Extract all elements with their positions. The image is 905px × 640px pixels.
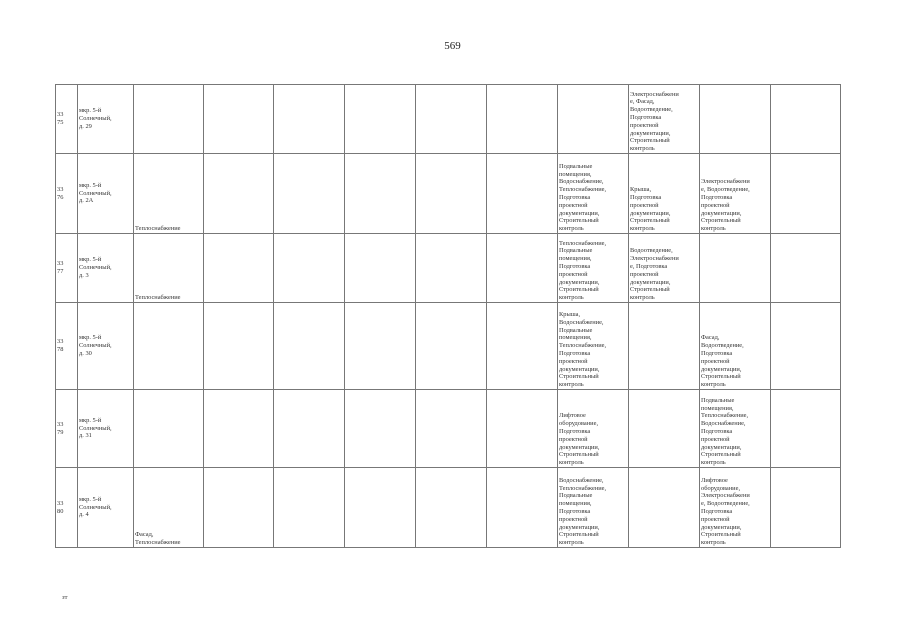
cell-text: 33 76: [57, 185, 64, 201]
cell-c9: [629, 234, 700, 303]
cell-c2: [134, 234, 204, 303]
cell-empty: [204, 390, 274, 468]
cell-text: мкр. 5-й Солнечный, д. 30: [79, 334, 112, 357]
cell-text: Лифтовое оборудование, Подготовка проектной документации, Строительный контроль: [559, 412, 600, 467]
cell-empty: [771, 85, 841, 154]
cell-text: 33 77: [57, 260, 64, 275]
cell-c10: [700, 303, 771, 390]
cell-empty: [204, 468, 274, 548]
cell-text: мкр. 5-й Солнечный, д. 31: [79, 416, 112, 440]
cell-empty: [274, 468, 345, 548]
cell-empty: [345, 234, 416, 303]
cell-c8: [558, 468, 629, 548]
cell-text: мкр. 5-й Солнечный, д. 29: [79, 107, 112, 130]
cell-c10: [700, 154, 771, 234]
cell-c10: [700, 85, 771, 154]
table-row: [56, 303, 841, 390]
cell-text: Лифтовое оборудование, Электроснабжени е, Водоотведение, Подготовка проектной документации, Строительный контроль: [701, 476, 750, 547]
cell-empty: [487, 390, 558, 468]
cell-text: Крыша, Водоснабжение, Подвальные помещения, Теплоснабжение, Подготовка проектной документации, Строительный контроль: [559, 311, 607, 389]
cell-address: [78, 468, 134, 548]
cell-c2: [134, 303, 204, 390]
cell-empty: [416, 85, 487, 154]
cell-empty: [274, 303, 345, 390]
cell-text: 33 75: [57, 111, 64, 126]
cell-c9: [629, 85, 700, 154]
cell-text: Электроснабжени е, Водоотведение, Подготовка проектной документации, Строительный контроль: [701, 178, 750, 233]
cell-c9: [629, 468, 700, 548]
cell-empty: [416, 234, 487, 303]
cell-num: [56, 468, 78, 548]
cell-text: Фасад, Водоотведение, Подготовка проектной документации, Строительный контроль: [701, 334, 744, 389]
cell-num: [56, 303, 78, 390]
cell-empty: [204, 85, 274, 154]
cell-c9: [629, 390, 700, 468]
cell-text: Электроснабжени е, Фасад, Водоотведение, Подготовка проектной документации, Строительный контроль: [630, 90, 679, 153]
cell-empty: [274, 85, 345, 154]
cell-empty: [487, 303, 558, 390]
cell-empty: [345, 154, 416, 234]
cell-c8: [558, 303, 629, 390]
cell-empty: [771, 468, 841, 548]
cell-c2: [134, 390, 204, 468]
cell-text: 33 80: [57, 499, 64, 515]
cell-address: [78, 85, 134, 154]
cell-empty: [771, 154, 841, 234]
cell-empty: [487, 154, 558, 234]
table-row: [56, 154, 841, 234]
cell-empty: [345, 390, 416, 468]
cell-text: мкр. 5-й Солнечный, д. 2А: [79, 181, 112, 205]
cell-text: Подвальные помещения, Теплоснабжение, Водоснабжение, Подготовка проектной документации, Строительный контроль: [701, 396, 749, 467]
cell-c2: [134, 85, 204, 154]
cell-c10: [700, 234, 771, 303]
cell-text: Теплоснабжение: [135, 294, 181, 302]
cell-c8: [558, 234, 629, 303]
table-row: [56, 85, 841, 154]
cell-empty: [487, 468, 558, 548]
cell-num: [56, 154, 78, 234]
cell-text: мкр. 5-й Солнечный, д. 3: [79, 256, 112, 279]
cell-text: 33 79: [57, 420, 64, 436]
cell-empty: [274, 234, 345, 303]
cell-address: [78, 303, 134, 390]
table-row: [56, 390, 841, 468]
cell-num: [56, 390, 78, 468]
cell-empty: [416, 390, 487, 468]
cell-empty: [345, 85, 416, 154]
cell-text: Фасад, Теплоснабжение: [135, 531, 181, 547]
cell-c8: [558, 85, 629, 154]
cell-empty: [487, 234, 558, 303]
cell-text: Теплоснабжение, Подвальные помещения, Подготовка проектной документации, Строительный контроль: [559, 239, 607, 302]
cell-empty: [416, 154, 487, 234]
table-row: [56, 468, 841, 548]
cell-c2: [134, 468, 204, 548]
cell-empty: [274, 390, 345, 468]
cell-empty: [416, 303, 487, 390]
cell-empty: [416, 468, 487, 548]
cell-text: мкр. 5-й Солнечный, д. 4: [79, 495, 112, 519]
cell-num: [56, 234, 78, 303]
cell-c10: [700, 390, 771, 468]
cell-text: Подвальные помещения, Водоснабжение, Теплоснабжение, Подготовка проектной документации, Строительный контроль: [559, 162, 607, 233]
cell-text: 33 78: [57, 338, 64, 353]
cell-num: [56, 85, 78, 154]
footer-mark: зт: [62, 594, 68, 601]
repair-schedule-table: [55, 84, 841, 548]
cell-address: [78, 390, 134, 468]
cell-empty: [204, 303, 274, 390]
cell-empty: [274, 154, 345, 234]
cell-text: Водоотведение, Электроснабжени е, Подготовка проектной документации, Строительный контроль: [630, 247, 679, 302]
cell-empty: [345, 303, 416, 390]
cell-empty: [204, 154, 274, 234]
page-number: 569: [444, 40, 461, 52]
cell-c10: [700, 468, 771, 548]
cell-empty: [771, 234, 841, 303]
cell-empty: [487, 85, 558, 154]
cell-address: [78, 234, 134, 303]
cell-text: Крыша, Подготовка проектной документации, Строительный контроль: [630, 186, 671, 233]
cell-text: Водоснабжение, Теплоснабжение, Подвальные помещения, Подготовка проектной документации, Строительный контроль: [559, 476, 607, 547]
cell-address: [78, 154, 134, 234]
cell-c9: [629, 303, 700, 390]
cell-text: Теплоснабжение: [135, 225, 181, 233]
cell-c2: [134, 154, 204, 234]
cell-empty: [204, 234, 274, 303]
cell-empty: [771, 303, 841, 390]
cell-empty: [771, 390, 841, 468]
cell-empty: [345, 468, 416, 548]
table-row: [56, 234, 841, 303]
cell-c8: [558, 154, 629, 234]
cell-c8: [558, 390, 629, 468]
cell-c9: [629, 154, 700, 234]
